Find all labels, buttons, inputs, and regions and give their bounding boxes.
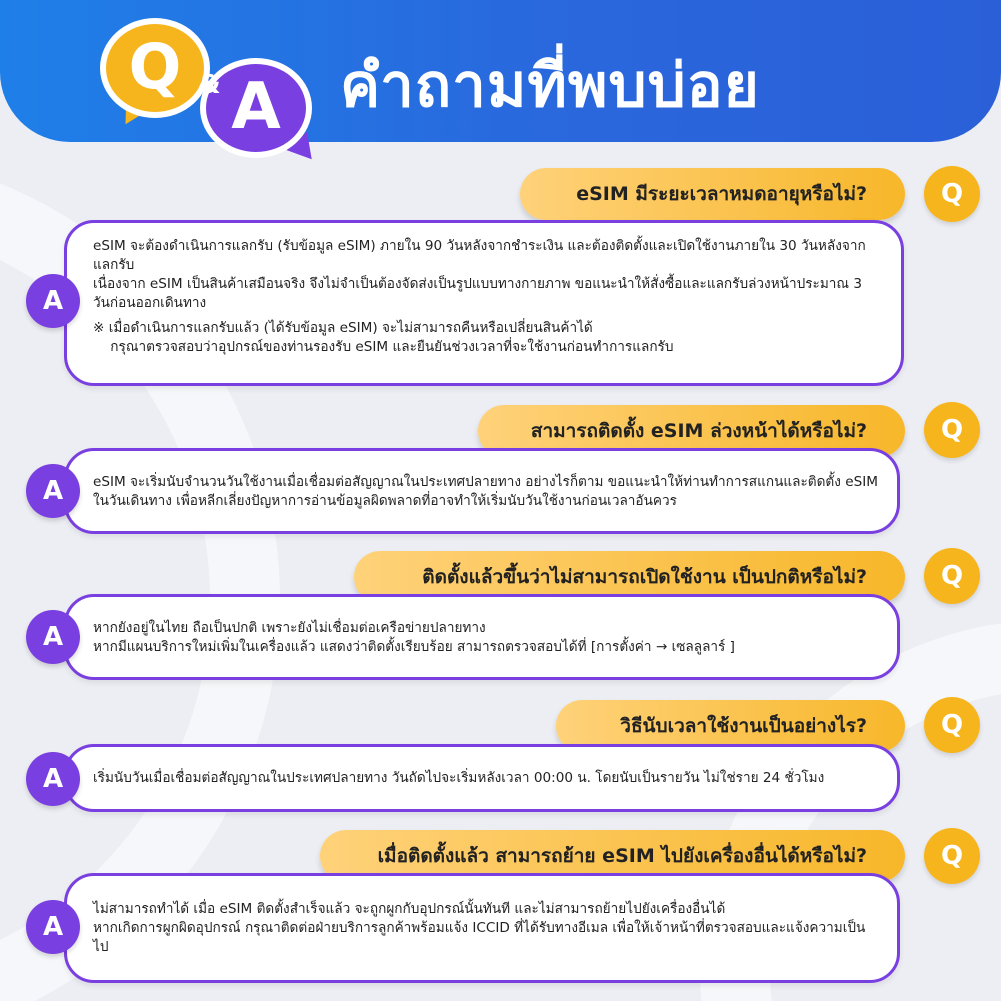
logo-a-bubble: A [200, 58, 312, 158]
faq-answer-2 [64, 448, 900, 534]
faq-answer-1 [64, 220, 904, 386]
question-badge: Q [924, 402, 980, 458]
faq-answer-5 [64, 873, 900, 983]
faq-question-text: วิธีนับเวลาใช้งานเป็นอย่างไร? [620, 715, 867, 737]
faq-question-text: สามารถติดตั้ง eSIM ล่วงหน้าได้หรือไม่? [530, 420, 867, 442]
answer-badge: A [26, 900, 80, 954]
faq-answer-4 [64, 744, 900, 812]
question-badge: Q [924, 828, 980, 884]
faq-answer-3 [64, 594, 900, 680]
faq-question-text: เมื่อติดตั้งแล้ว สามารถย้าย eSIM ไปยังเครื่องอื่นได้หรือไม่? [377, 845, 867, 867]
logo-ampersand: & [198, 70, 221, 100]
answer-badge: A [26, 752, 80, 806]
faq-answer-text: หากยังอยู่ในไทย ถือเป็นปกติ เพราะยังไม่เชื่อมต่อเครือข่ายปลายทาง หากมีแผนบริการใหม่เพิ่มในเครื่องแล้ว แสดงว่าติดตั้งเรียบร้อย สามารถตรวจสอบได้ที่ [การตั้งค่า → เซลลูลาร์ ] [93, 620, 735, 655]
logo-q-bubble: Q [100, 18, 210, 118]
answer-badge: A [26, 464, 80, 518]
faq-question-text: ติดตั้งแล้วขึ้นว่าไม่สามารถเปิดใช้งาน เป็นปกติหรือไม่? [422, 566, 867, 588]
question-badge: Q [924, 548, 980, 604]
page-title: คำถามที่พบบ่อย [340, 51, 760, 121]
faq-answer-text: eSIM จะต้องดำเนินการแลกรับ (รับข้อมูล eSIM) ภายใน 90 วันหลังจากชำระเงิน และต้องติดตั้งและเปิดใช้งานภายใน 30 วันหลังจากแลกรับ เนื่องจาก eSIM เป็นสินค้าเสมือนจริง จึงไม่จำเป็นต้องจัดส่งเป็นรูปแบบทางกายภาพ ขอแนะนำให้สั่งซื้อและแลกรับล่วงหน้าประมาณ 3 วันก่อนออกเดินทาง [93, 238, 866, 311]
question-badge: Q [924, 697, 980, 753]
faq-question-1 [520, 168, 905, 220]
answer-badge: A [26, 610, 80, 664]
header-banner [0, 0, 1001, 142]
faq-question-text: eSIM มีระยะเวลาหมดอายุหรือไม่? [576, 183, 867, 205]
faq-answer-note: ※ เมื่อดำเนินการแลกรับแล้ว (ได้รับข้อมูล eSIM) จะไม่สามารถคืนหรือเปลี่ยนสินค้าได้ กรุณาตรวจสอบว่าอุปกรณ์ของท่านรองรับ eSIM และยืนยันช่วงเวลาที่จะใช้งานก่อนทำการแลกรับ [93, 320, 674, 355]
faq-answer-text: eSIM จะเริ่มนับจำนวนวันใช้งานเมื่อเชื่อมต่อสัญญาณในประเทศปลายทาง อย่างไรก็ตาม ขอแนะนำให้ท่านทำการสแกนและติดตั้ง eSIM ในวันเดินทาง เพื่อหลีกเลี่ยงปัญหาการอ่านข้อมูลผิดพลาดที่อาจทำให้เริ่มนับวันใช้งานก่อนเวลาอันควร [93, 474, 883, 509]
faq-answer-text: เริ่มนับวันเมื่อเชื่อมต่อสัญญาณในประเทศปลายทาง วันถัดไปจะเริ่มหลังเวลา 00:00 น. โดยนับเป็นรายวัน ไม่ใช่ราย 24 ชั่วโมง [93, 770, 825, 786]
answer-badge: A [26, 274, 80, 328]
faq-answer-text: ไม่สามารถทำได้ เมื่อ eSIM ติดตั้งสำเร็จแล้ว จะถูกผูกกับอุปกรณ์นั้นทันที และไม่สามารถย้ายไปยังเครื่องอื่นได้ หากเกิดการผูกผิดอุปกรณ์ กรุณาติดต่อฝ่ายบริการลูกค้าพร้อมแจ้ง ICCID ที่ได้รับทางอีเมล เพื่อให้เจ้าหน้าที่ตรวจสอบและแจ้งความเป็นไป [93, 901, 866, 955]
question-badge: Q [924, 166, 980, 222]
